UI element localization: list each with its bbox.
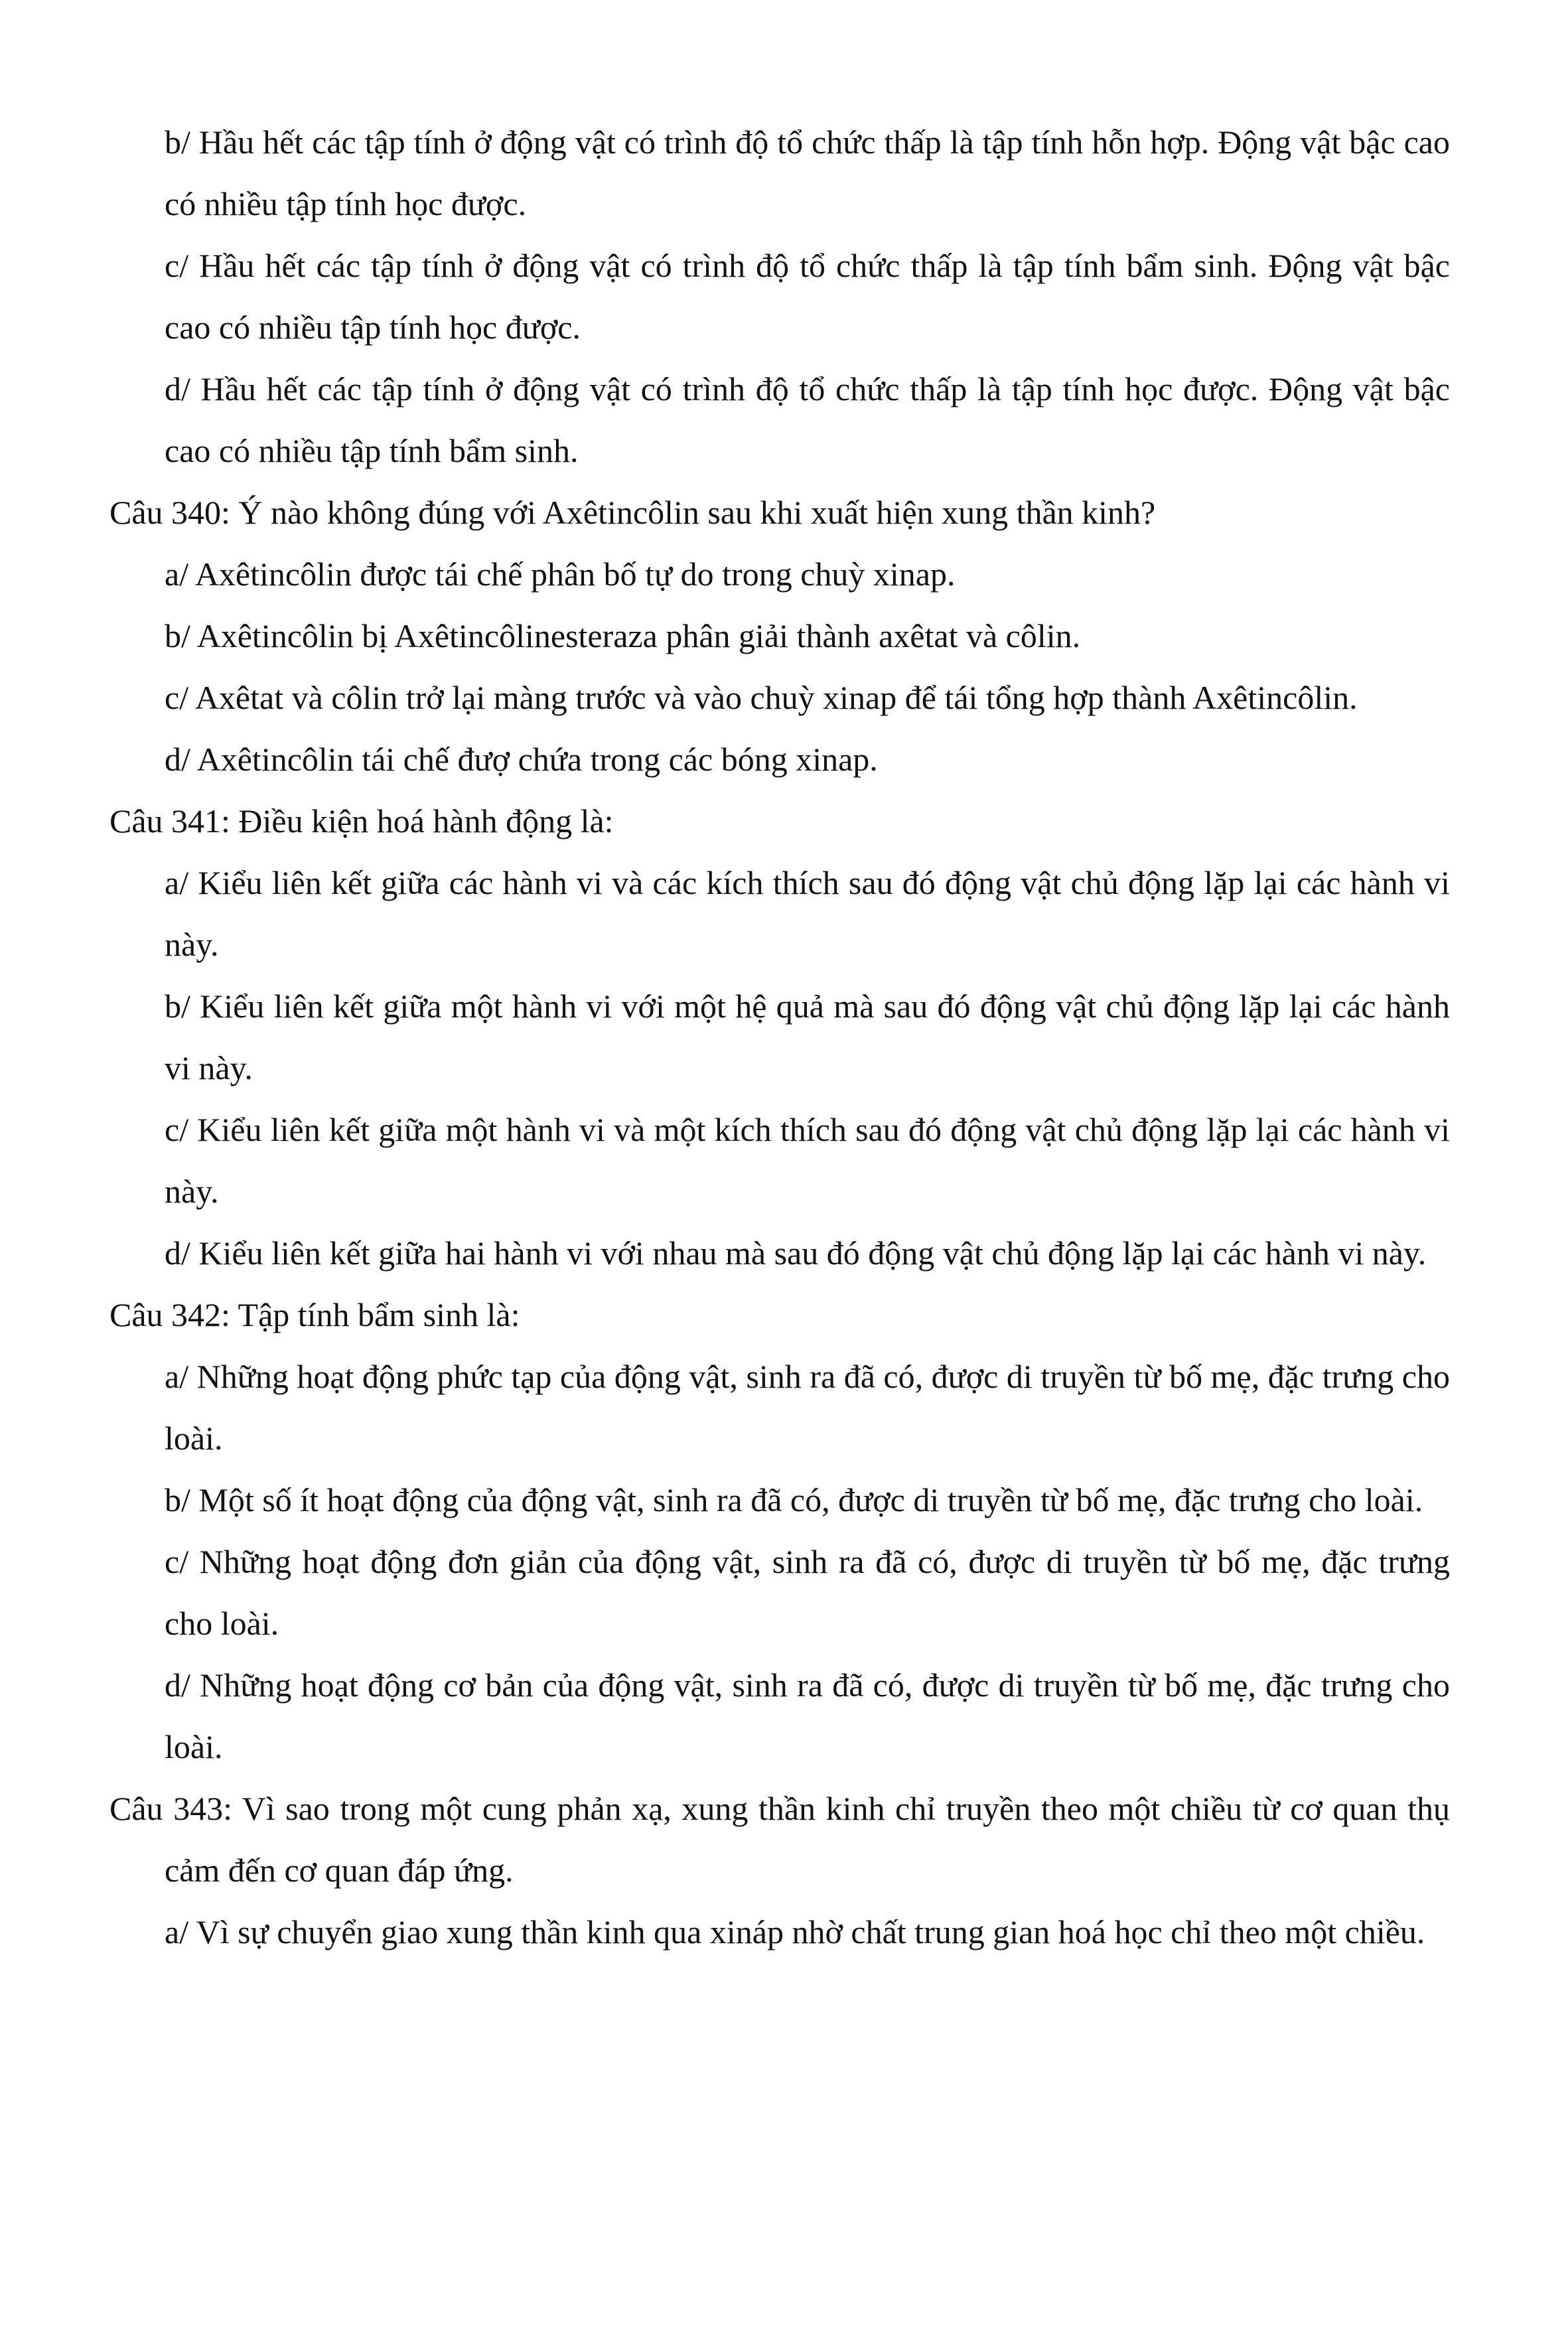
option-a: a/ Vì sự chuyển giao xung thần kinh qua xináp nhờ chất trung gian hoá học chỉ theo một chiều. [165, 1913, 1425, 1950]
option-d: d/ Hầu hết các tập tính ở động vật có trình độ tổ chức thấp là tập tính học được. Động vật bậc cao có nhiều tập tính bẩm sinh. [165, 370, 1450, 469]
question-stem: Câu 342: Tập tính bẩm sinh là: [109, 1296, 520, 1333]
question-340 [109, 482, 1450, 790]
option-b: b/ Hầu hết các tập tính ở động vật có trình độ tổ chức thấp là tập tính hỗn hợp. Động vật bậc cao có nhiều tập tính học được. [165, 123, 1450, 222]
option-b: b/ Một số ít hoạt động của động vật, sinh ra đã có, được di truyền từ bố mẹ, đặc trưng cho loài. [165, 1481, 1423, 1518]
option-d: d/ Kiểu liên kết giữa hai hành vi với nhau mà sau đó động vật chủ động lặp lại các hành vi này. [165, 1234, 1427, 1272]
option-d: d/ Axêtincôlin tái chế đượ chứa trong các bóng xinap. [165, 741, 878, 778]
question-342 [109, 1284, 1450, 1778]
option-a: a/ Axêtincôlin được tái chế phân bố tự do trong chuỳ xinap. [165, 555, 956, 593]
option-d: d/ Những hoạt động cơ bản của động vật, sinh ra đã có, được di truyền từ bố mẹ, đặc trưng cho loài. [165, 1666, 1450, 1765]
question-stem: Câu 341: Điều kiện hoá hành động là: [109, 802, 614, 840]
question-stem: Câu 343: Vì sao trong một cung phản xạ, xung thần kinh chỉ truyền theo một chiều từ cơ quan thụ cảm đến cơ quan đáp ứng. [109, 1790, 1450, 1889]
option-a: a/ Những hoạt động phức tạp của động vật, sinh ra đã có, được di truyền từ bố mẹ, đặc trưng cho loài. [165, 1358, 1450, 1457]
question-341 [109, 790, 1450, 1284]
option-c: c/ Kiểu liên kết giữa một hành vi và một kích thích sau đó động vật chủ động lặp lại các hành vi này. [165, 1111, 1450, 1210]
option-b: b/ Axêtincôlin bị Axêtincôlinesteraza phân giải thành axêtat và côlin. [165, 617, 1081, 654]
option-c: c/ Axêtat và côlin trở lại màng trước và vào chuỳ xinap để tái tổng hợp thành Axêtincôlin. [165, 679, 1358, 716]
option-c: c/ Hầu hết các tập tính ở động vật có trình độ tổ chức thấp là tập tính bẩm sinh. Động vật bậc cao có nhiều tập tính học được. [165, 247, 1450, 346]
question-339-continued [109, 111, 1450, 482]
option-a: a/ Kiểu liên kết giữa các hành vi và các kích thích sau đó động vật chủ động lặp lại các hành vi này. [165, 864, 1450, 963]
option-b: b/ Kiểu liên kết giữa một hành vi với một hệ quả mà sau đó động vật chủ động lặp lại các hành vi này. [165, 988, 1450, 1086]
question-343 [109, 1778, 1450, 1963]
question-stem: Câu 340: Ý nào không đúng với Axêtincôlin sau khi xuất hiện xung thần kinh? [109, 494, 1156, 531]
option-c: c/ Những hoạt động đơn giản của động vật, sinh ra đã có, được di truyền từ bố mẹ, đặc trưng cho loài. [165, 1543, 1450, 1642]
